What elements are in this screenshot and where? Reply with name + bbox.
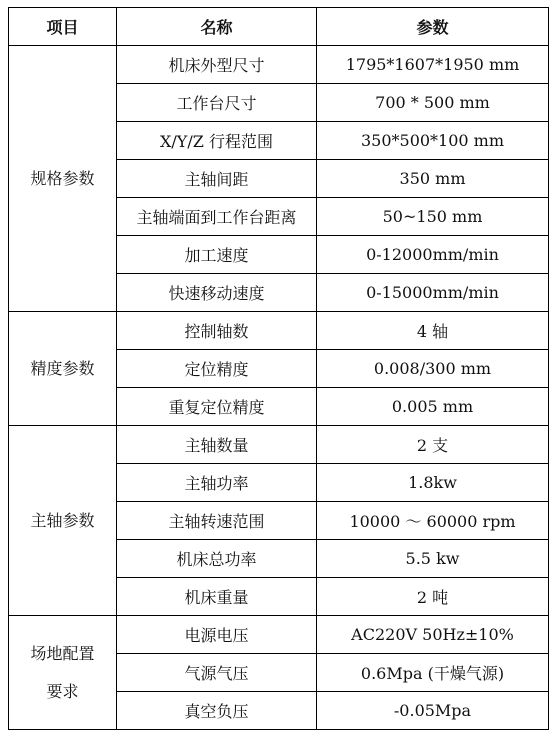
group-label-line1: 场地配置: [30, 643, 95, 663]
table-row: [9, 312, 549, 350]
param-name: 主轴数量: [117, 426, 317, 464]
param-value: 350*500*100 mm: [317, 122, 549, 160]
param-name: 定位精度: [117, 350, 317, 388]
param-name: X/Y/Z 行程范围: [117, 122, 317, 160]
header-name: 名称: [117, 8, 317, 46]
param-name: 电源电压: [117, 616, 317, 654]
group-label-spec: 规格参数: [9, 46, 117, 312]
group-label-precision: 精度参数: [9, 312, 117, 426]
param-value: 50~150 mm: [317, 198, 549, 236]
param-value: AC220V 50Hz±10%: [317, 616, 549, 654]
param-name: 快速移动速度: [117, 274, 317, 312]
param-value: 350 mm: [317, 160, 549, 198]
param-name: 真空负压: [117, 692, 317, 730]
param-name: 机床重量: [117, 578, 317, 616]
table-row: [9, 426, 549, 464]
param-name: 工作台尺寸: [117, 84, 317, 122]
param-name: 主轴转速范围: [117, 502, 317, 540]
param-name: 重复定位精度: [117, 388, 317, 426]
param-value: 1.8kw: [317, 464, 549, 502]
table-row: [9, 46, 549, 84]
param-value: 0-15000mm/min: [317, 274, 549, 312]
param-value: 1795*1607*1950 mm: [317, 46, 549, 84]
group-label-site: [9, 616, 117, 730]
param-value: 4 轴: [317, 312, 549, 350]
param-value: 0.6Mpa (干燥气源): [317, 654, 549, 692]
param-name: 机床总功率: [117, 540, 317, 578]
param-value: 700 * 500 mm: [317, 84, 549, 122]
table-row: [9, 616, 549, 654]
param-value: 0.008/300 mm: [317, 350, 549, 388]
group-label-spindle: 主轴参数: [9, 426, 117, 616]
group-label-line2: 要求: [46, 681, 79, 701]
param-name: 控制轴数: [117, 312, 317, 350]
param-name: 主轴功率: [117, 464, 317, 502]
param-value: 0-12000mm/min: [317, 236, 549, 274]
param-name: 主轴端面到工作台距离: [117, 198, 317, 236]
param-name: 主轴间距: [117, 160, 317, 198]
param-value: 2 支: [317, 426, 549, 464]
param-value: 5.5 kw: [317, 540, 549, 578]
param-value: -0.05Mpa: [317, 692, 549, 730]
param-value: 2 吨: [317, 578, 549, 616]
param-name: 气源气压: [117, 654, 317, 692]
header-param: 参数: [317, 8, 549, 46]
header-item: 项目: [9, 8, 117, 46]
param-name: 机床外型尺寸: [117, 46, 317, 84]
param-value: 10000 ～ 60000 rpm: [317, 502, 549, 540]
spec-table: [8, 7, 549, 730]
param-value: 0.005 mm: [317, 388, 549, 426]
header-row: [9, 8, 549, 46]
param-name: 加工速度: [117, 236, 317, 274]
